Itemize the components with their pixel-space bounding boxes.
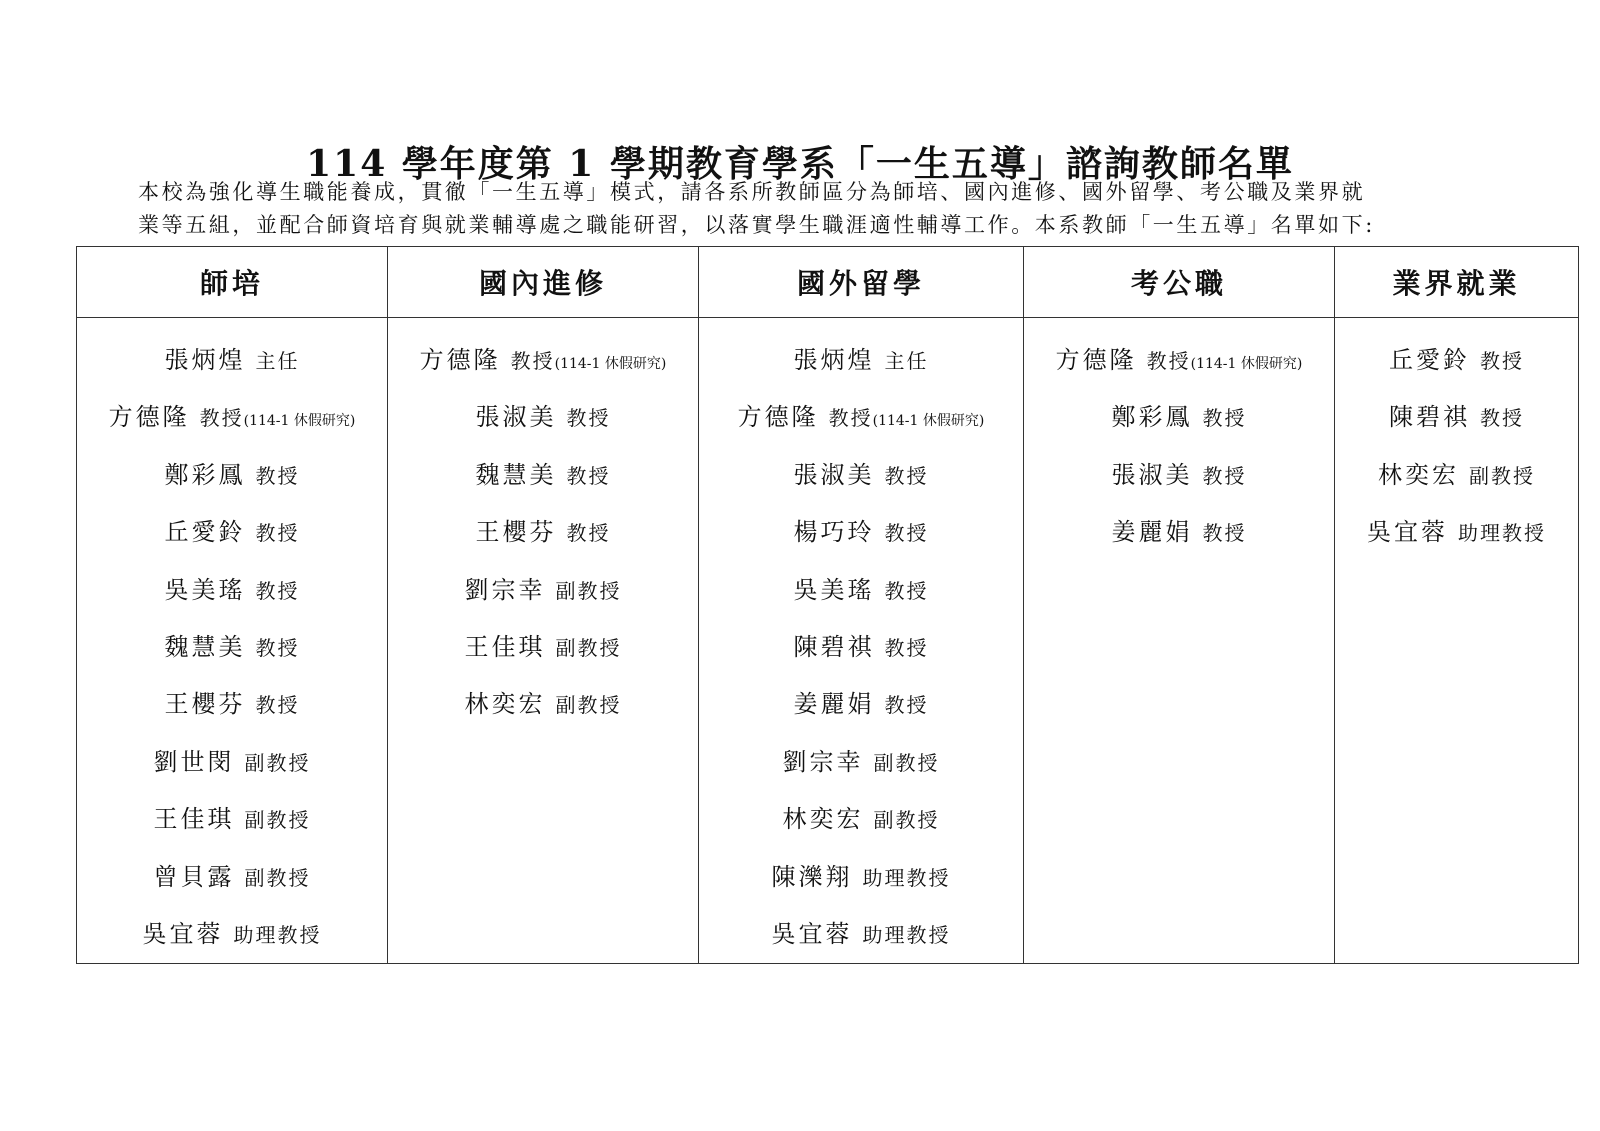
table-header-row: [77, 247, 1579, 318]
list-item: [77, 504, 387, 561]
faculty-name: 張淑美: [475, 403, 557, 432]
faculty-name: 王佳琪: [464, 632, 546, 661]
faculty-rank: 助理教授: [233, 922, 322, 947]
column-cell-study-abroad: [699, 318, 1024, 964]
column-cell-civil-service: [1024, 318, 1335, 964]
faculty-rank: 教授: [255, 463, 300, 488]
list-item: [77, 791, 387, 848]
faculty-rank: 教授: [884, 578, 929, 603]
list-item: [699, 389, 1023, 446]
list-item: [1335, 332, 1578, 389]
faculty-note: (114-1 休假研究): [1190, 356, 1303, 372]
list-item: [388, 619, 698, 676]
list-item: [699, 906, 1023, 963]
list-item: [699, 332, 1023, 389]
faculty-rank: 副教授: [244, 865, 311, 890]
faculty-name: 張淑美: [793, 460, 875, 489]
faculty-note: (114-1 休假研究): [243, 413, 356, 430]
member-list: [77, 318, 387, 963]
faculty-name: 陳濼翔: [771, 862, 853, 891]
faculty-rank: 教授: [828, 406, 873, 431]
faculty-rank: 教授: [566, 406, 611, 431]
column-header-domestic-study: 國內進修: [388, 247, 699, 318]
column-cell-teacher-training: [77, 318, 388, 964]
faculty-rank: 副教授: [244, 750, 311, 775]
list-item: [77, 619, 387, 676]
list-item: [699, 849, 1023, 906]
list-item: [77, 332, 387, 389]
faculty-rank: 副教授: [873, 808, 940, 833]
advisor-table: [76, 246, 1579, 964]
faculty-name: 林奕宏: [1378, 460, 1459, 489]
member-list: [1335, 318, 1578, 562]
faculty-rank: 主任: [884, 349, 929, 373]
faculty-rank: 教授: [255, 693, 300, 718]
faculty-name: 姜麗娟: [1111, 518, 1193, 547]
faculty-name: 姜麗娟: [793, 690, 875, 719]
faculty-rank: 教授: [884, 463, 929, 488]
faculty-rank: 教授: [566, 521, 611, 546]
column-header-teacher-training: 師培: [77, 247, 388, 318]
faculty-rank: 助理教授: [862, 865, 951, 890]
faculty-rank: 副教授: [244, 808, 311, 833]
intro-paragraph: [138, 176, 1518, 242]
list-item: [77, 389, 387, 446]
faculty-name: 劉宗幸: [464, 575, 546, 604]
faculty-name: 丘愛鈴: [1389, 346, 1470, 374]
faculty-rank: 教授: [1146, 349, 1191, 373]
faculty-name: 張炳煌: [164, 346, 246, 374]
faculty-rank: 教授: [1480, 406, 1524, 431]
list-item: [1024, 504, 1334, 561]
faculty-rank: 教授: [1480, 349, 1524, 373]
faculty-rank: 教授: [884, 635, 929, 660]
list-item: [1335, 447, 1578, 504]
intro-line-1: 本校為強化導生職能養成，貫徹「一生五導」模式，請各系所教師區分為師培、國內進修、國外留學、考公職及業界就: [138, 180, 1366, 204]
list-item: [77, 562, 387, 619]
list-item: [77, 447, 387, 504]
list-item: [1335, 389, 1578, 446]
faculty-rank: 助理教授: [862, 922, 951, 947]
table-body-row: [77, 318, 1579, 964]
faculty-name: 陳碧祺: [793, 632, 875, 661]
list-item: [1335, 504, 1578, 561]
faculty-rank: 教授: [255, 521, 300, 546]
faculty-name: 吳宜蓉: [142, 919, 224, 948]
column-cell-industry-employment: [1335, 318, 1579, 964]
faculty-name: 方德隆: [419, 346, 501, 374]
faculty-rank: 主任: [255, 349, 300, 373]
faculty-name: 鄭彩鳳: [164, 460, 246, 489]
faculty-name: 吳宜蓉: [1367, 518, 1448, 547]
list-item: [699, 676, 1023, 733]
list-item: [388, 332, 698, 389]
member-list: [1024, 318, 1334, 562]
faculty-name: 劉世閔: [153, 747, 235, 776]
list-item: [699, 791, 1023, 848]
column-header-study-abroad: 國外留學: [699, 247, 1024, 318]
list-item: [77, 906, 387, 963]
faculty-name: 魏慧美: [164, 632, 246, 661]
faculty-name: 丘愛鈴: [164, 518, 246, 547]
list-item: [388, 676, 698, 733]
faculty-name: 曾貝露: [153, 862, 235, 891]
faculty-name: 林奕宏: [782, 805, 864, 834]
faculty-name: 劉宗幸: [782, 747, 864, 776]
faculty-rank: 教授: [1202, 521, 1247, 546]
column-cell-domestic-study: [388, 318, 699, 964]
faculty-rank: 副教授: [555, 635, 622, 660]
list-item: [388, 562, 698, 619]
faculty-name: 楊巧玲: [793, 518, 875, 547]
faculty-rank: 教授: [884, 693, 929, 718]
list-item: [77, 734, 387, 791]
list-item: [699, 447, 1023, 504]
faculty-rank: 教授: [510, 349, 555, 373]
faculty-rank: 教授: [884, 521, 929, 546]
faculty-rank: 副教授: [873, 750, 940, 775]
list-item: [388, 447, 698, 504]
faculty-name: 方德隆: [1055, 346, 1137, 374]
faculty-name: 吳宜蓉: [771, 919, 853, 948]
faculty-name: 吳美瑤: [793, 575, 875, 604]
faculty-name: 王櫻芬: [475, 518, 557, 547]
list-item: [1024, 389, 1334, 446]
intro-line-2: 業等五組，並配合師資培育與就業輔導處之職能研習，以落實學生職涯適性輔導工作。本系教師「一生五導」名單如下:: [138, 213, 1375, 237]
faculty-name: 王佳琪: [153, 805, 235, 834]
column-header-civil-service: 考公職: [1024, 247, 1335, 318]
faculty-rank: 教授: [1202, 406, 1247, 431]
list-item: [77, 676, 387, 733]
list-item: [699, 504, 1023, 561]
list-item: [77, 849, 387, 906]
faculty-rank: 助理教授: [1458, 521, 1546, 546]
faculty-rank: 教授: [566, 463, 611, 488]
faculty-name: 吳美瑤: [164, 575, 246, 604]
member-list: [699, 318, 1023, 963]
page-title: 114 學年度第 1 學期教育學系「一生五導」諮詢教師名單: [306, 143, 1294, 186]
faculty-rank: 副教授: [555, 693, 622, 718]
faculty-name: 方德隆: [737, 403, 819, 432]
faculty-name: 陳碧祺: [1389, 403, 1470, 432]
faculty-name: 張淑美: [1111, 460, 1193, 489]
faculty-rank: 教授: [1202, 463, 1247, 488]
faculty-note: (114-1 休假研究): [554, 356, 667, 372]
faculty-rank: 教授: [199, 406, 244, 431]
faculty-name: 林奕宏: [464, 690, 546, 719]
list-item: [699, 619, 1023, 676]
list-item: [1024, 332, 1334, 389]
column-header-industry-employment: 業界就業: [1335, 247, 1579, 318]
faculty-rank: 教授: [255, 578, 300, 603]
faculty-rank: 副教授: [555, 578, 622, 603]
member-list: [388, 318, 698, 734]
faculty-rank: 教授: [255, 635, 300, 660]
faculty-name: 方德隆: [108, 403, 190, 432]
faculty-name: 魏慧美: [475, 460, 557, 489]
faculty-name: 鄭彩鳳: [1111, 403, 1193, 432]
list-item: [1024, 447, 1334, 504]
list-item: [388, 504, 698, 561]
faculty-name: 張炳煌: [793, 346, 875, 374]
faculty-name: 王櫻芬: [164, 690, 246, 719]
list-item: [388, 389, 698, 446]
faculty-note: (114-1 休假研究): [872, 413, 985, 430]
list-item: [699, 562, 1023, 619]
faculty-rank: 副教授: [1469, 463, 1535, 488]
list-item: [699, 734, 1023, 791]
